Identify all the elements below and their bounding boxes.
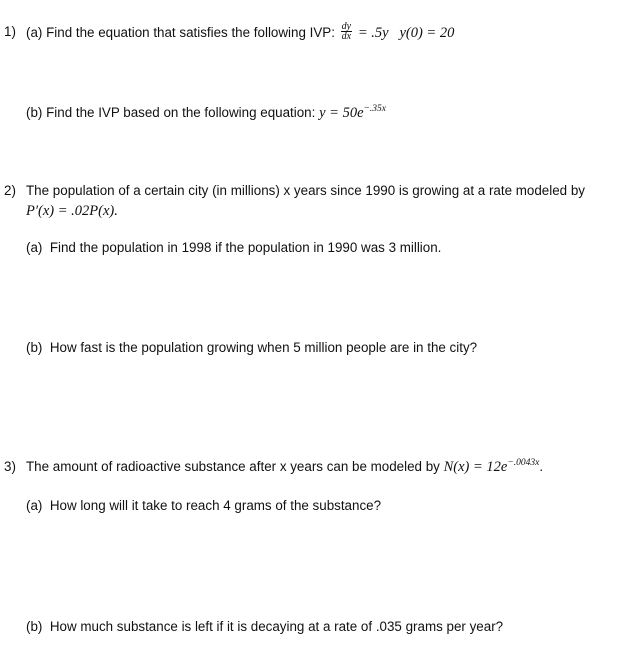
question-3-text: The amount of radioactive substance after x years can be modeled by (26, 459, 440, 474)
question-1b-equation: y = 50e (319, 105, 364, 121)
question-1b-text: Find the IVP based on the following equation: (46, 105, 316, 120)
question-3b (26, 619, 503, 635)
question-1a-equation: = .5y y(0) = 20 (357, 25, 455, 42)
question-1a-text: Find the equation that satisfies the following IVP: (46, 25, 335, 41)
question-3-period: . (539, 459, 544, 474)
question-1-number: 1) (4, 24, 16, 39)
question-3b-label: (b) (26, 619, 43, 634)
question-1b-exponent: −.35x (363, 104, 387, 114)
question-2-model: P′(x) = .02P(x). (26, 203, 118, 219)
question-2-number: 2) (4, 183, 16, 198)
question-3-number: 3) (4, 459, 16, 474)
question-2b (26, 340, 477, 356)
question-3b-text: How much substance is left if it is decaying at a rate of .035 grams per year? (49, 619, 504, 634)
question-3a-text: How long will it take to reach 4 grams of the substance? (49, 498, 382, 513)
question-1b-label: (b) (26, 105, 43, 120)
question-2a-text: Find the population in 1998 if the population in 1990 was 3 million. (49, 240, 442, 255)
question-3-equation: N(x) = 12e (443, 459, 508, 475)
question-1b (26, 105, 386, 123)
question-2a (26, 240, 441, 256)
question-2b-label: (b) (26, 340, 43, 355)
question-3-exponent: −.0043x (507, 458, 540, 468)
question-3a-label: (a) (26, 498, 43, 513)
dy-dx-fraction: $\frac{dy}{dx}$ (341, 21, 352, 42)
question-2b-text: How fast is the population growing when 5 million people are in the city? (49, 340, 478, 355)
question-1a-label: (a) (26, 25, 43, 41)
question-2a-label: (a) (26, 240, 43, 255)
question-1a (26, 21, 455, 43)
question-2-text: The population of a certain city (in millions) x years since 1990 is growing at a rate modeled by (26, 183, 585, 198)
question-3 (26, 459, 543, 477)
question-3a (26, 498, 381, 514)
